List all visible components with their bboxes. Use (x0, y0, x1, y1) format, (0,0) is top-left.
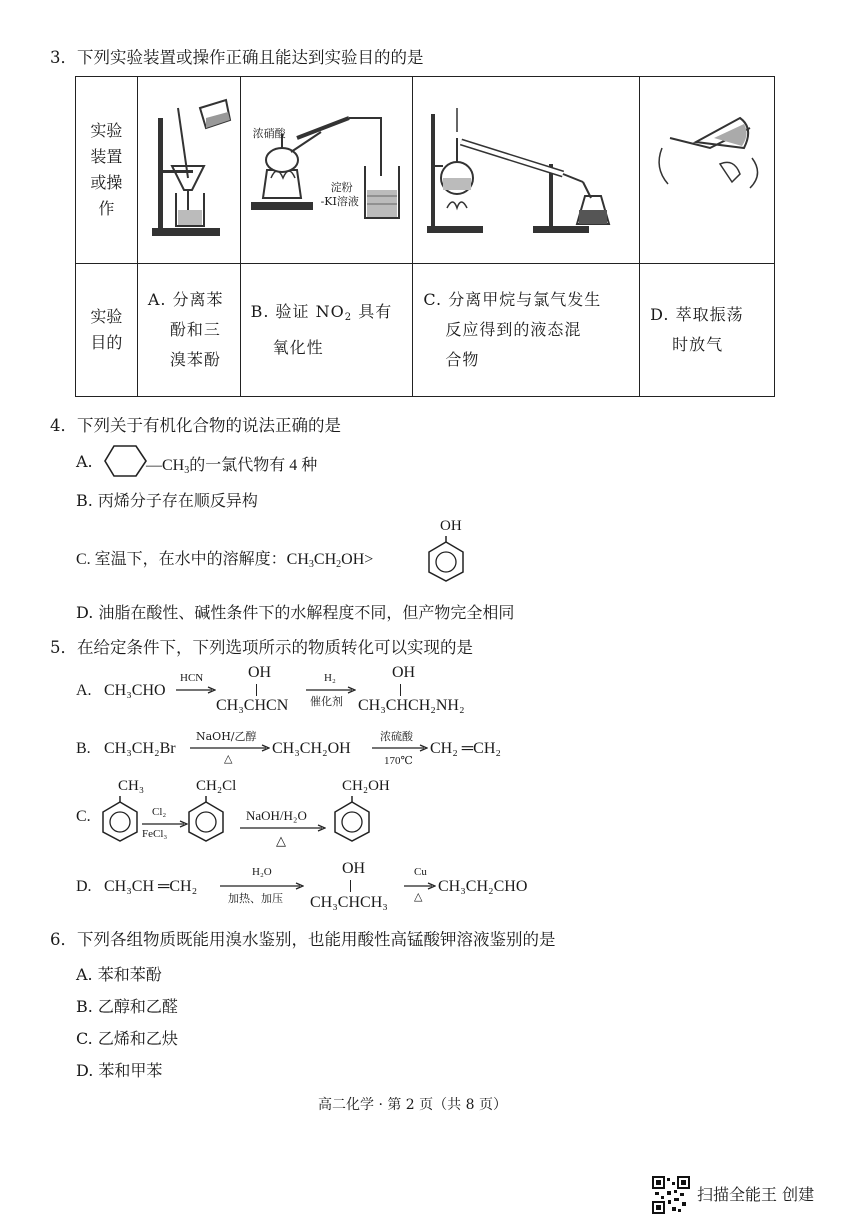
q5-a-end: CH₃CHCH₂NH₂ (358, 697, 465, 714)
label-starch: 淀粉 (330, 181, 353, 194)
q5-a-start: CH₃CHO (104, 682, 166, 699)
bond-line (350, 880, 351, 892)
q5-a-reagent2-top: H₂ (324, 672, 336, 684)
q5-c-sub1: CH₃ (118, 778, 145, 794)
q5-c-label: C. (76, 808, 91, 825)
q5-d-start: CH₃CH ═CH₂ (104, 878, 198, 895)
phenol-oh-label: OH (440, 518, 462, 534)
benzyl-chloride-ring-icon (186, 796, 226, 842)
label-ki-solution: -KI溶液 (320, 195, 359, 208)
q5-b-start: CH₃CH₂Br (104, 740, 176, 757)
q4-stem: 4．下列关于有机化合物的说法正确的是 (50, 416, 341, 435)
q6-option-b: B. 乙醇和乙醛 (76, 997, 178, 1016)
q5-c-reagent1-top: Cl₂ (152, 806, 167, 818)
q5-a-oh2: OH (392, 664, 416, 681)
purpose-c: C. 分离甲烷与氯气发生 反应得到的液态混 合物 (413, 264, 640, 397)
row-header-purpose: 实验 目的 (76, 264, 138, 397)
bond-line (256, 684, 257, 696)
q5-d-label: D. (76, 878, 92, 895)
q5-a-reagent2-bot: 催化剂 (310, 695, 343, 708)
cyclohexane-icon (104, 444, 148, 478)
arrow-icon (372, 744, 428, 752)
q5-b-label: B. (76, 740, 91, 757)
q5-c-sub3: CH₂OH (342, 778, 390, 794)
page-footer: 高二化学 · 第 2 页（共 8 页） (318, 1097, 507, 1113)
q5-stem: 5．在给定条件下，下列选项所示的物质转化可以实现的是 (50, 638, 473, 657)
q5-c-reagent1-bot: FeCl₃ (142, 828, 168, 840)
scanner-watermark: 扫描全能王 创建 (697, 1185, 815, 1204)
q5-a-mid: CH₃CHCN (216, 697, 289, 714)
distillation-apparatus-icon (413, 78, 637, 262)
q5-d-reagent2-bot: △ (414, 890, 423, 903)
q6-option-c: C. 乙烯和乙炔 (76, 1029, 178, 1048)
q5-d-mid: CH₃CHCH₃ (310, 894, 388, 911)
q5-b-reagent2-bot: 170℃ (384, 755, 413, 767)
q4-option-d: D. 油脂在酸性、碱性条件下的水解程度不同，但产物完全相同 (76, 603, 515, 622)
arrow-icon (404, 882, 436, 890)
q5-c-sub2: CH₂Cl (196, 778, 237, 794)
apparatus-a-filtration (137, 77, 240, 264)
no2-apparatus-icon (241, 78, 411, 262)
q5-d-reagent1-bot: 加热、加压 (228, 892, 283, 905)
apparatus-b-no2 (240, 77, 413, 264)
bond-line (400, 684, 401, 696)
separatory-funnel-icon (640, 78, 772, 262)
q6-stem: 6．下列各组物质既能用溴水鉴别，也能用酸性高锰酸钾溶液鉴别的是 (50, 930, 556, 949)
q3-stem: 3．下列实验装置或操作正确且能达到实验目的的是 (50, 48, 424, 67)
purpose-d: D. 萃取振荡 时放气 (640, 264, 775, 397)
row-header-apparatus: 实验 装置 或操 作 (76, 77, 138, 264)
q5-d-reagent1-top: H₂O (252, 866, 272, 878)
apparatus-d-separatory-funnel (640, 77, 775, 264)
q5-b-end: CH₂ ═CH₂ (430, 740, 501, 757)
purpose-a: A. 分离苯 酚和三 溴苯酚 (137, 264, 240, 397)
q4-option-c: C. 室温下，在水中的溶解度：$CH_3CH_2OH>$ (76, 551, 374, 570)
arrow-icon (190, 744, 270, 752)
q5-d-end: CH₃CH₂CHO (438, 878, 528, 895)
q5-b-mid: CH₃CH₂OH (272, 740, 351, 757)
q5-c-reagent2-top: NaOH/H₂O (246, 808, 307, 823)
filtration-apparatus-icon (138, 78, 238, 262)
q5-b-reagent1-bot: △ (224, 752, 233, 765)
purpose-b: B. 验证 $NO_2$ 具有 氧化性 (240, 264, 413, 397)
q5-b-reagent1-top: NaOH/乙醇 (196, 730, 257, 743)
q5-b-reagent2-top: 浓硫酸 (380, 730, 413, 743)
benzyl-alcohol-ring-icon (332, 796, 372, 842)
q3-table (75, 76, 775, 397)
arrow-icon (142, 820, 188, 828)
q4-option-a-label: A. (76, 452, 93, 471)
q5-a-reagent1: HCN (180, 672, 204, 684)
q4-option-b: B. 丙烯分子存在顺反异构 (76, 491, 258, 510)
q4-option-a-text: $—CH_3$的一氯代物有 4 种 (146, 457, 318, 476)
label-conc-nitric: 浓硝酸 (252, 127, 286, 140)
arrow-icon (240, 824, 326, 832)
toluene-ring-icon (100, 796, 140, 842)
q6-option-a: A. 苯和苯酚 (76, 965, 162, 984)
q5-a-label: A. (76, 682, 92, 699)
arrow-icon (176, 686, 216, 694)
q5-a-oh1: OH (248, 664, 272, 681)
phenol-ring-icon (426, 536, 466, 582)
apparatus-c-distillation (413, 77, 640, 264)
q5-d-reagent2-top: Cu (414, 866, 427, 878)
q5-d-oh: OH (342, 860, 366, 877)
qr-code-icon (652, 1176, 690, 1214)
q6-option-d: D. 苯和甲苯 (76, 1061, 163, 1080)
q5-c-reagent2-bot: △ (276, 834, 286, 849)
arrow-icon (220, 882, 304, 890)
